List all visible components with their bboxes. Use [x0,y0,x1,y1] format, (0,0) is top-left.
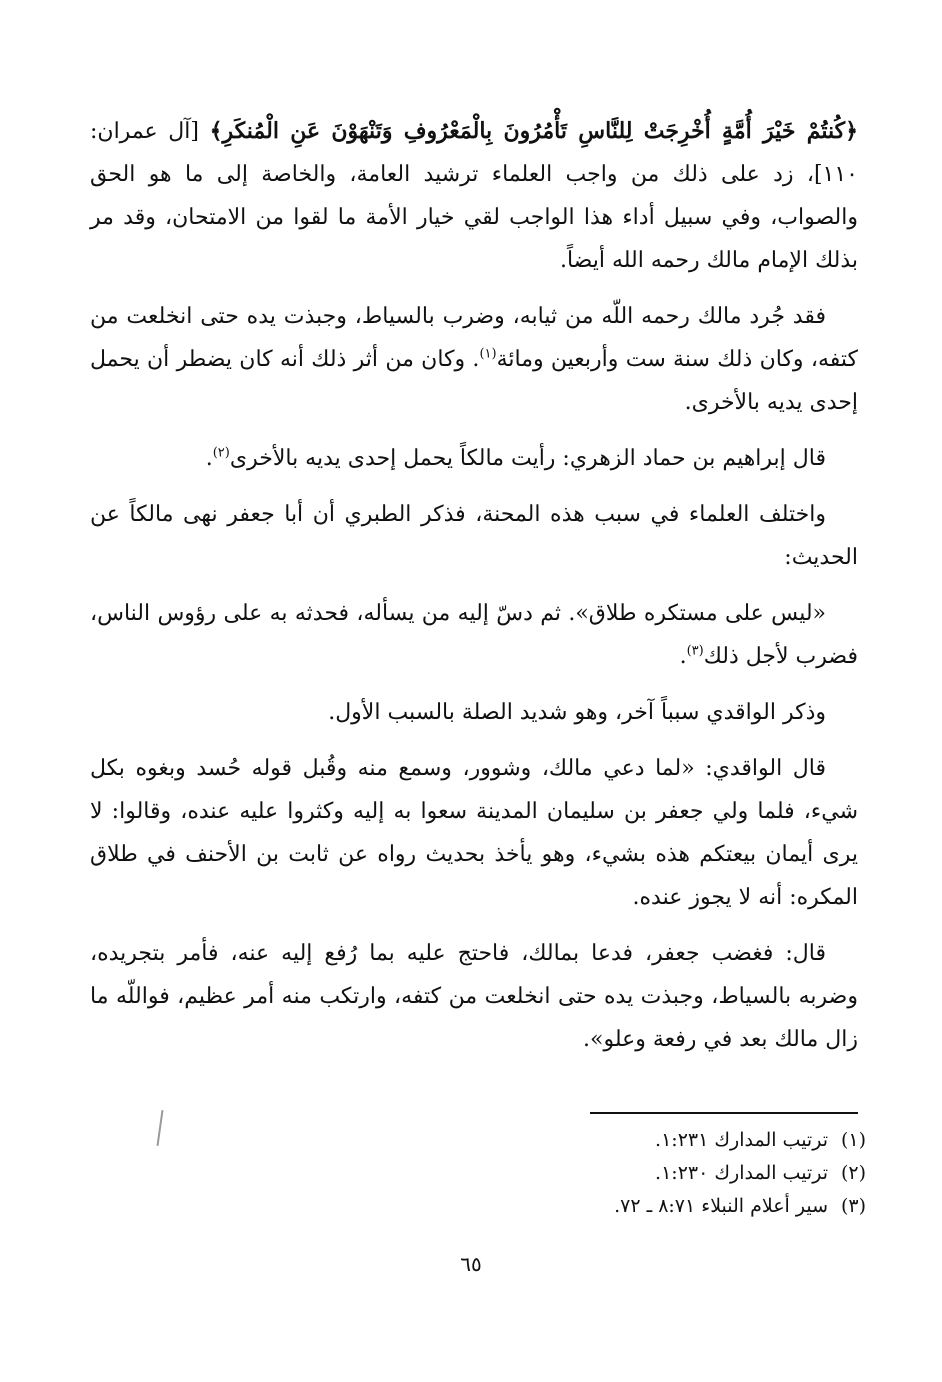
main-text [90,110,858,1074]
paragraph-3-text-b: . [205,446,213,471]
paragraph-3-text-a: قال إبراهيم بن حماد الزهري: رأيت مالكاً يحمل إحدى يديه بالأخرى [229,446,826,471]
footnote-divider [590,1112,858,1114]
footnote-1-text: ترتيب المدارك ١:٢٣١. [655,1129,828,1151]
paragraph-5-text-a: «ليس على مستكره طلاق». ثم دسّ إليه من يسأله، فحدثه به على رؤوس الناس، فضرب لأجل ذلك [90,601,858,669]
footnote-1-number: (١) [840,1129,866,1151]
footnote-2-number: (٢) [840,1162,866,1184]
paragraph-6-text: وذكر الواقدي سبباً آخر، وهو شديد الصلة بالسبب الأول. [328,700,826,725]
paragraph-4-text: واختلف العلماء في سبب هذه المحنة، فذكر الطبري أن أبا جعفر نهى مالكاً عن الحديث: [90,502,858,570]
scan-mark [157,1110,164,1146]
quran-verse: ﴿كُنتُمْ خَيْرَ أُمَّةٍ أُخْرِجَتْ لِلنَّاسِ تَأْمُرُونَ بِالْمَعْرُوفِ وَتَنْهَوْنَ عَنِ الْمُنكَرِ﴾ [209,118,858,144]
footnote-3-text: سير أعلام النبلاء ٨:٧١ ـ ٧٢. [614,1195,828,1217]
footnote-2 [300,1157,866,1190]
footnote-3-number: (٣) [840,1195,866,1217]
paragraph-2-text-b: . وكان من أثر ذلك أنه كان يضطر أن يحمل إحدى يديه بالأخرى. [90,347,858,415]
paragraph-8-text: قال: فغضب جعفر، فدعا بمالك، فاحتج عليه بما رُفع إليه عنه، فأمر بتجريده، وضربه بالسياط، وجبذت يده حتى انخلعت من كتفه، وارتكب منه أمر عظيم، فواللّه ما زال مالك بعد في رفعة وعلو». [90,941,858,1052]
paragraph-2 [90,295,858,424]
footnote-2-text: ترتيب المدارك ١:٢٣٠. [655,1162,828,1184]
footnote-ref-3: (٣) [686,643,704,659]
paragraph-7 [90,747,858,919]
paragraph-5-text-b: . [679,644,687,669]
paragraph-2-text-a: فقد جُرد مالك رحمه اللّه من ثيابه، وضرب بالسياط، وجبذت يده حتى انخلعت من كتفه، وكان ذلك سنة ست وأربعين ومائة [90,304,858,372]
paragraph-6 [90,691,858,734]
paragraph-8 [90,932,858,1061]
footnotes [300,1124,866,1223]
page-number: ٦٥ [460,1252,482,1276]
paragraph-1 [90,110,858,282]
paragraph-5 [90,592,858,678]
paragraph-7-text: قال الواقدي: «لما دعي مالك، وشوور، وسمع منه وقُبل قوله حُسد وبغوه بكل شيء، فلما ولي جعفر بن سليمان المدينة سعوا به إليه وكثروا عليه عنده، وقالوا: لا يرى أيمان بيعتكم هذه بشيء، وهو يأخذ بحديث رواه عن ثابت بن الأحنف في طلاق المكره: أنه لا يجوز عنده. [90,756,858,910]
paragraph-3 [90,437,858,480]
footnote-ref-2: (٢) [212,445,230,461]
footnote-1 [300,1124,866,1157]
footnote-3 [300,1190,866,1223]
footnote-ref-1: (١) [479,346,497,362]
paragraph-1-text: [آل عمران: ١١٠]، زد على ذلك من واجب العلماء ترشيد العامة، والخاصة إلى ما هو الحق والصواب، وفي سبيل أداء هذا الواجب لقي خيار الأمة ما لقوا من الامتحان، وقد مر بذلك الإمام مالك رحمه الله أيضاً. [90,119,858,273]
paragraph-4 [90,493,858,579]
